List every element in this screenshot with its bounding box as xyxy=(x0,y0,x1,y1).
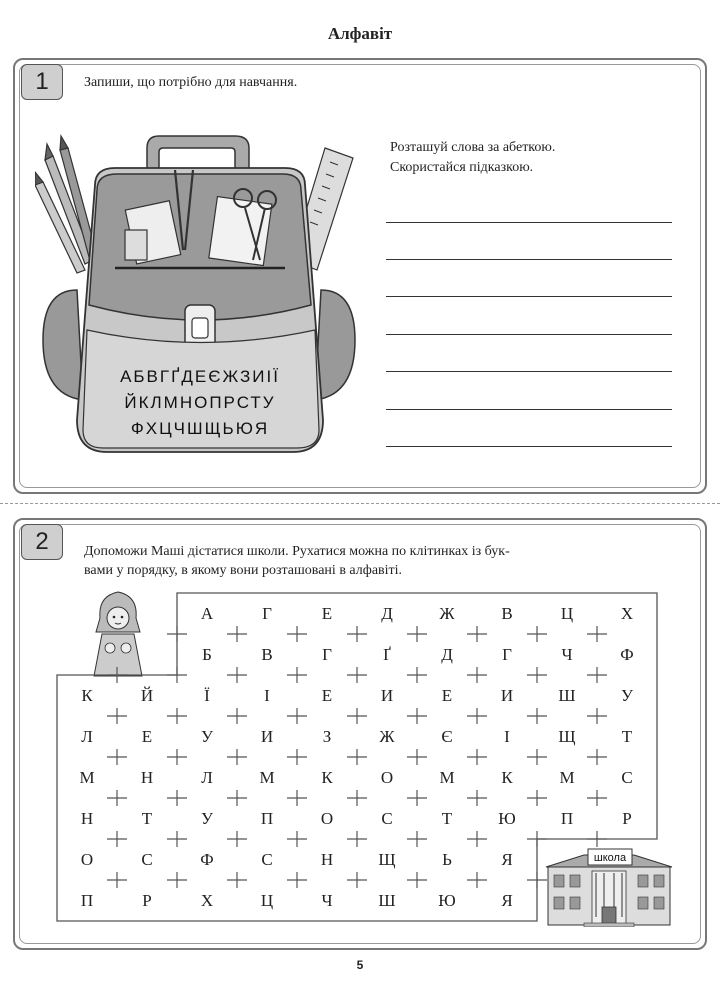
maze-cell[interactable]: М xyxy=(559,767,575,787)
maze-cell[interactable]: С xyxy=(381,808,393,828)
maze-cell[interactable]: Ч xyxy=(561,644,573,664)
maze-cell[interactable]: С xyxy=(261,849,273,869)
task2-instruction-line2: вами у порядку, в якому вони розташовані в алфавіті. xyxy=(84,563,403,578)
maze-cell[interactable]: Є xyxy=(441,726,453,746)
maze-cell[interactable]: І xyxy=(264,685,270,705)
maze-cell[interactable]: Л xyxy=(201,767,213,787)
maze-cell[interactable]: Ж xyxy=(379,726,395,746)
maze-cell[interactable]: К xyxy=(81,685,93,705)
maze-cell[interactable]: Ф xyxy=(200,849,214,869)
maze-cell[interactable]: Ж xyxy=(439,603,455,623)
maze-cell[interactable]: В xyxy=(261,644,273,664)
task2-instruction-line1: Допоможи Маші дістатися школи. Рухатися можна по клітинках із бук- xyxy=(84,544,510,559)
maze-cell[interactable]: Х xyxy=(200,890,214,910)
maze-cell[interactable]: Д xyxy=(441,644,453,664)
maze-cell[interactable]: Й xyxy=(140,685,154,705)
school-label: школа xyxy=(593,852,627,864)
maze-cell[interactable]: Ґ xyxy=(383,644,391,664)
maze-cell[interactable]: Ю xyxy=(438,890,456,910)
maze-cell[interactable]: М xyxy=(79,767,95,787)
maze-cell[interactable]: П xyxy=(80,890,94,910)
task2-number-badge: 2 xyxy=(21,524,63,560)
maze-cell[interactable]: С xyxy=(141,849,153,869)
maze-cell[interactable]: О xyxy=(320,808,334,828)
maze-cell[interactable]: Д xyxy=(381,603,393,623)
maze-cell[interactable]: Щ xyxy=(558,726,576,746)
maze-cell[interactable]: Ц xyxy=(560,603,574,623)
maze-cell[interactable]: З xyxy=(322,726,332,746)
maze-cell[interactable]: Т xyxy=(621,726,633,746)
maze-cell[interactable]: І xyxy=(504,726,510,746)
maze-cell[interactable]: Ю xyxy=(498,808,516,828)
maze-cell[interactable]: К xyxy=(321,767,333,787)
maze-cell[interactable]: Ш xyxy=(378,890,396,910)
maze-cell[interactable]: Н xyxy=(80,808,94,828)
maze-cell[interactable]: Е xyxy=(441,685,453,705)
task1-hint-line2: Скористайся підказкою. xyxy=(390,160,534,175)
maze-cell[interactable]: М xyxy=(439,767,455,787)
maze-cell[interactable]: Е xyxy=(141,726,153,746)
backpack-alphabet-line3: ФХЦЧШЩЬЮЯ xyxy=(130,419,270,438)
maze-cell[interactable]: Ц xyxy=(260,890,274,910)
maze-cell[interactable]: Т xyxy=(141,808,153,828)
maze-cell[interactable]: Ч xyxy=(321,890,333,910)
backpack-alphabet-line1: АБВГҐДЕЄЖЗИІЇ xyxy=(120,367,280,386)
maze-cell[interactable]: У xyxy=(200,808,214,828)
maze-cell[interactable]: М xyxy=(259,767,275,787)
maze-cell[interactable]: Б xyxy=(202,644,212,664)
maze-cell[interactable]: Л xyxy=(81,726,93,746)
maze-cell[interactable]: Ш xyxy=(558,685,576,705)
maze-cell[interactable]: Р xyxy=(142,890,152,910)
maze-cell[interactable]: Г xyxy=(322,644,332,664)
page-title: Алфавіт xyxy=(327,24,393,43)
maze-cell[interactable]: Я xyxy=(501,849,513,869)
maze-cell[interactable]: Х xyxy=(620,603,634,623)
maze-cell[interactable]: Г xyxy=(262,603,272,623)
maze-cell[interactable]: С xyxy=(621,767,633,787)
maze-cell[interactable]: И xyxy=(500,685,514,705)
maze-cell[interactable]: Ї xyxy=(204,685,210,705)
maze-cell[interactable]: Я xyxy=(501,890,513,910)
backpack-alphabet-line2: ЙКЛМНОПРСТУ xyxy=(124,393,276,412)
maze-cell[interactable]: Е xyxy=(321,685,333,705)
maze-cell[interactable]: П xyxy=(260,808,274,828)
maze-cell[interactable]: Н xyxy=(140,767,154,787)
maze-cell[interactable]: У xyxy=(200,726,214,746)
school-building-icon xyxy=(544,845,674,927)
maze-cell[interactable]: О xyxy=(380,767,394,787)
maze-cell[interactable]: Т xyxy=(441,808,453,828)
maze-cell[interactable]: Ф xyxy=(620,644,634,664)
maze-cell[interactable]: Е xyxy=(321,603,333,623)
maze-cell[interactable]: Г xyxy=(502,644,512,664)
task1-number-badge: 1 xyxy=(21,64,63,100)
task1-hint-line1: Розташуй слова за абеткою. xyxy=(390,140,556,155)
task1-instruction: Запиши, що потрібно для навчання. xyxy=(84,75,298,90)
maze-cell[interactable]: В xyxy=(501,603,513,623)
maze-cell[interactable]: Щ xyxy=(378,849,396,869)
maze-cell[interactable]: Р xyxy=(622,808,632,828)
maze-cell[interactable]: И xyxy=(260,726,274,746)
maze-cell[interactable]: Ь xyxy=(442,849,452,869)
maze-cell[interactable]: И xyxy=(380,685,394,705)
maze-cell[interactable]: У xyxy=(620,685,634,705)
maze-cell[interactable]: А xyxy=(200,603,214,623)
maze-cell[interactable]: О xyxy=(80,849,94,869)
page-number: 5 xyxy=(356,958,364,972)
maze-cell[interactable]: П xyxy=(560,808,574,828)
maze-cell[interactable]: Н xyxy=(320,849,334,869)
maze-cell[interactable]: К xyxy=(501,767,513,787)
